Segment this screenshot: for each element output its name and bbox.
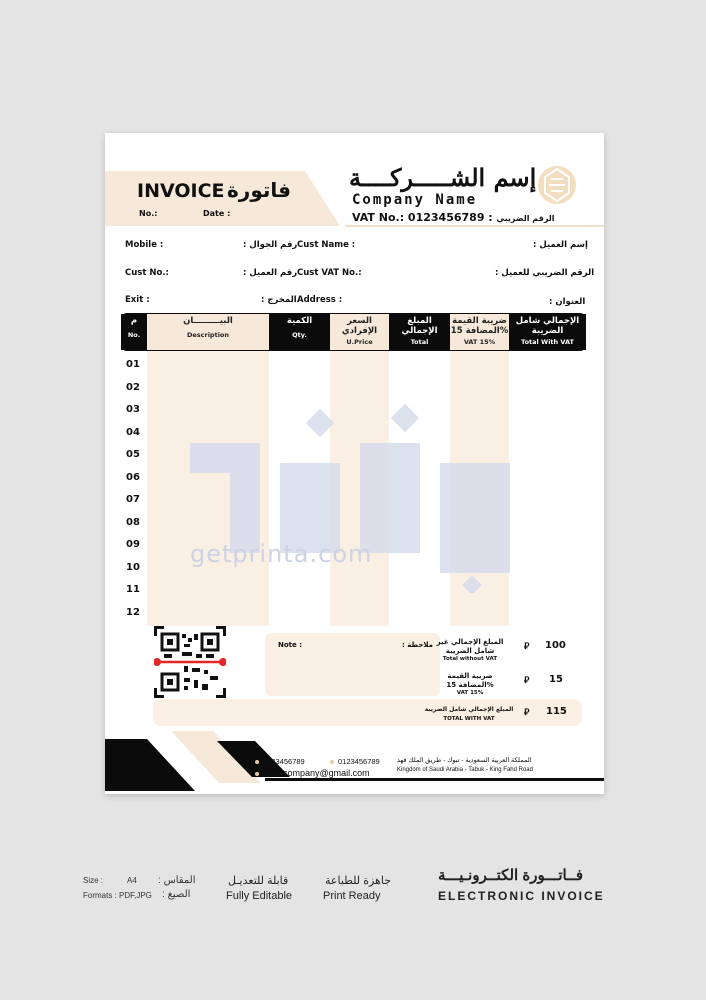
total-with-vat-value: 115 xyxy=(546,706,567,717)
cust-no-label: Cust No.: xyxy=(125,268,169,278)
footer-phone-2: 0123456789 xyxy=(330,757,380,766)
col-header-vat: ضريبة القيمة المضافة 15% VAT 15% xyxy=(450,314,509,350)
invoice-sheet xyxy=(105,133,604,794)
total-without-vat-value: 100 xyxy=(545,640,566,651)
note-label: Note : xyxy=(278,641,302,649)
col-header-total-with-vat: الإجمالي شامل الضريبة Total With VAT xyxy=(509,314,586,350)
cust-name-label: Cust Name : xyxy=(297,240,356,250)
table-row-number: 05 xyxy=(126,449,140,460)
invoice-title-en: INVOICE xyxy=(137,180,225,202)
table-row-number: 10 xyxy=(126,561,140,573)
company-name-en: Company Name xyxy=(352,192,478,208)
footer-address-ar: المملكة العربية السعودية - تبوك - طريق الملك فهد xyxy=(397,757,532,764)
size-label: Size : xyxy=(83,876,104,885)
company-logo xyxy=(537,165,577,209)
table-row-number: 08 xyxy=(126,516,140,528)
mobile-label-ar: : رقم الجوال xyxy=(243,240,298,250)
riyal-icon: ⃁ xyxy=(524,642,530,652)
invoice-title-ar: فاتورة xyxy=(227,178,291,202)
col-header-total: المبلغ الإجمالي Total xyxy=(389,314,450,350)
col-header-uprice: السعر الإفرادي U.Price xyxy=(330,314,389,350)
table-row-number: 11 xyxy=(126,584,140,595)
vat-amount-label: ضريبة القيمة المضافة 15% VAT 15% xyxy=(446,672,494,696)
table-row-number: 07 xyxy=(126,494,140,505)
formats-label-ar: : الصيغ xyxy=(162,889,191,900)
print-ready-ar: جاهزة للطباعة xyxy=(325,875,391,887)
table-row-number: 04 xyxy=(126,426,140,438)
footer-email: enfo.company@gmail.com xyxy=(255,768,370,778)
invoice-no-label: No.: xyxy=(139,209,158,218)
watermark-text: getprinta.com xyxy=(190,540,373,568)
address-label-ar: : العنوان xyxy=(549,297,586,307)
company-name-ar: إسم الشـــــركــــة xyxy=(349,163,537,192)
table-row-number: 12 xyxy=(126,606,140,618)
table-row-number: 09 xyxy=(126,539,140,550)
qr-code xyxy=(154,626,226,702)
company-vat-number: VAT No.: 0123456789 : الرقم الضريبي xyxy=(352,211,555,224)
brand-title-ar: فــاتـــورة الكتــرونـيـــة xyxy=(438,867,584,884)
table-row-number: 01 xyxy=(126,359,140,370)
brand-title-en: ELECTRONIC INVOICE xyxy=(438,889,605,903)
table-row-number: 03 xyxy=(126,404,140,415)
size-value: A4 xyxy=(127,876,137,885)
editable-en: Fully Editable xyxy=(226,890,293,902)
cust-name-label-ar: : إسم العميل xyxy=(533,240,588,250)
col-header-description: البيـــــــــان Description xyxy=(147,314,269,350)
cust-no-label-ar: : رقم العميل xyxy=(243,268,298,278)
note-label-ar: : ملاحظة xyxy=(402,641,434,649)
riyal-icon: ⃁ xyxy=(524,676,530,686)
total-with-vat-label: المبلغ الإجمالي شامل الضريبة TOTAL WITH VAT xyxy=(424,706,514,722)
editable-ar: قابلة للتعديـل xyxy=(228,875,289,887)
invoice-date-label: Date : xyxy=(203,209,231,218)
col-header-qty: الكمية Qty. xyxy=(269,314,330,350)
table-row-number: 06 xyxy=(126,471,140,483)
address-label: Address : xyxy=(297,295,343,305)
formats-label: Formats : PDF,JPG xyxy=(83,891,152,900)
mobile-label: Mobile : xyxy=(125,240,164,250)
col-header-no: م No. xyxy=(121,314,147,350)
total-without-vat-label: المبلغ الإجمالي غير شامل الضريبة Total without VAT xyxy=(436,638,504,662)
print-ready-en: Print Ready xyxy=(323,890,381,902)
table-row-number: 02 xyxy=(126,381,140,393)
cust-vat-label: Cust VAT No.: xyxy=(297,268,362,278)
footer-phone-1: 0123456789 xyxy=(255,757,305,766)
riyal-icon: ⃁ xyxy=(524,708,530,718)
vat-amount-value: 15 xyxy=(549,674,563,685)
size-label-ar: : المقاس xyxy=(158,875,196,886)
footer-address-en: Kingdom of Saudi Arabia - Tabuk - King Fahd Road xyxy=(397,767,533,773)
exit-label: Exit : xyxy=(125,295,150,305)
cust-vat-label-ar: : الرقم الضريبي للعميل xyxy=(495,268,595,278)
total-with-vat-bar xyxy=(153,699,582,726)
exit-label-ar: : المخرج xyxy=(261,295,297,305)
